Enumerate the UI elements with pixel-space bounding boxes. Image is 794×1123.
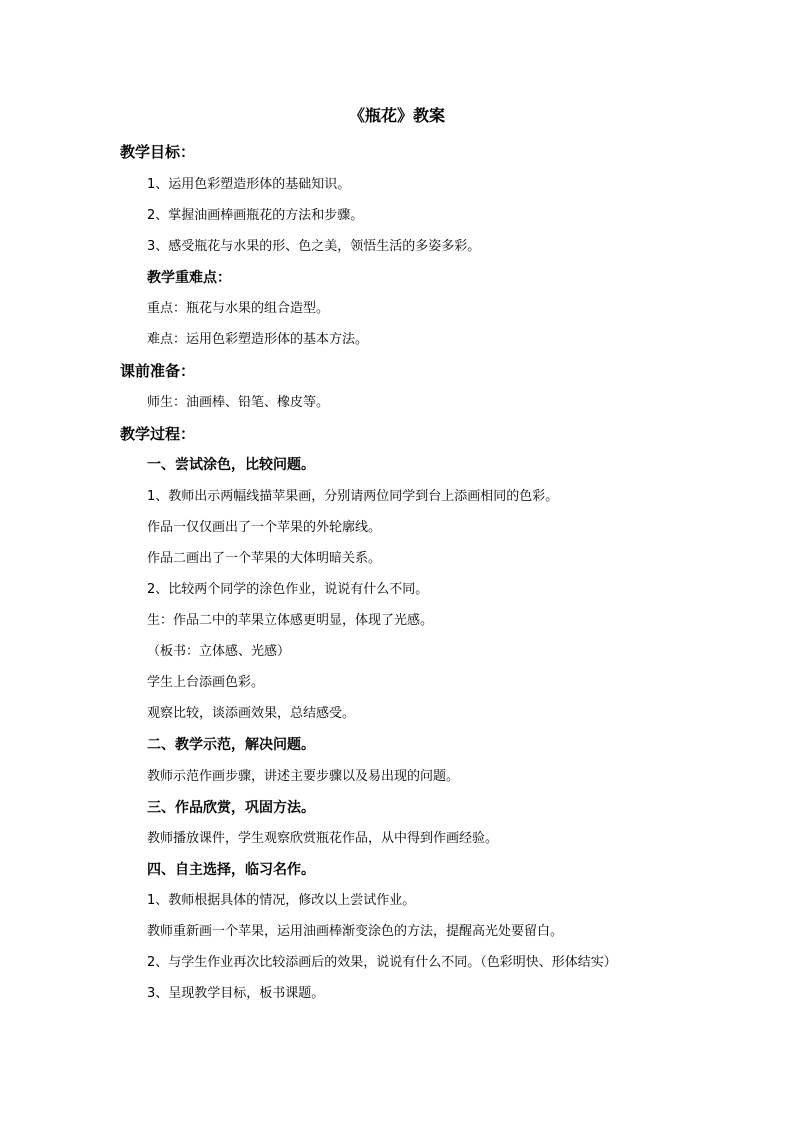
goal-item-2: 2、掌握油画棒画瓶花的方法和步骤。 — [147, 208, 364, 223]
heading-teaching-process: 教学过程： — [120, 425, 196, 443]
section-4-line-1: 1、教师根据具体的情况，修改以上尝试作业。 — [147, 893, 416, 908]
section-4-line-3: 2、与学生作业再次比较添画后的效果，说说有什么不同。（色彩明快、形体结实） — [147, 955, 617, 970]
heading-teaching-goals: 教学目标： — [120, 143, 196, 161]
section-3-heading: 三、作品欣赏，巩固方法。 — [147, 800, 315, 816]
document-title: 《瓶花》教案 — [348, 106, 445, 125]
heading-key-points: 教学重难点： — [147, 270, 231, 286]
section-1-line-5: 生：作品二中的苹果立体感更明显，体现了光感。 — [147, 613, 434, 628]
section-1-line-2: 作品一仅仅画出了一个苹果的外轮廓线。 — [147, 520, 382, 535]
goal-item-3: 3、感受瓶花与水果的形、色之美，领悟生活的多姿多彩。 — [147, 239, 481, 254]
section-1-line-6: （板书：立体感、光感） — [147, 644, 291, 659]
section-2-heading: 二、教学示范，解决问题。 — [147, 737, 315, 753]
key-point: 重点：瓶花与水果的组合造型。 — [147, 301, 330, 316]
section-1-line-8: 观察比较，谈添画效果，总结感受。 — [147, 706, 356, 721]
section-1-line-7: 学生上台添画色彩。 — [147, 675, 265, 690]
preparation-item: 师生：油画棒、铅笔、橡皮等。 — [147, 395, 330, 410]
section-2-line-1: 教师示范作画步骤，讲述主要步骤以及易出现的问题。 — [147, 769, 460, 784]
goal-item-1: 1、运用色彩塑造形体的基础知识。 — [147, 177, 351, 192]
section-3-line-1: 教师播放课件，学生观察欣赏瓶花作品，从中得到作画经验。 — [147, 831, 499, 846]
section-1-heading: 一、尝试涂色，比较问题。 — [147, 457, 315, 473]
section-4-line-4: 3、呈现教学目标，板书课题。 — [147, 986, 325, 1001]
heading-preparation: 课前准备： — [120, 362, 196, 380]
section-4-line-2: 教师重新画一个苹果，运用油画棒渐变涂色的方法，提醒高光处要留白。 — [147, 924, 564, 939]
section-1-line-1: 1、教师出示两幅线描苹果画，分别请两位同学到台上添画相同的色彩。 — [147, 489, 559, 504]
section-4-heading: 四、自主选择，临习名作。 — [147, 862, 315, 878]
section-1-line-3: 作品二画出了一个苹果的大体明暗关系。 — [147, 551, 382, 566]
section-1-line-4: 2、比较两个同学的涂色作业，说说有什么不同。 — [147, 582, 429, 597]
difficult-point: 难点：运用色彩塑造形体的基本方法。 — [147, 332, 369, 347]
